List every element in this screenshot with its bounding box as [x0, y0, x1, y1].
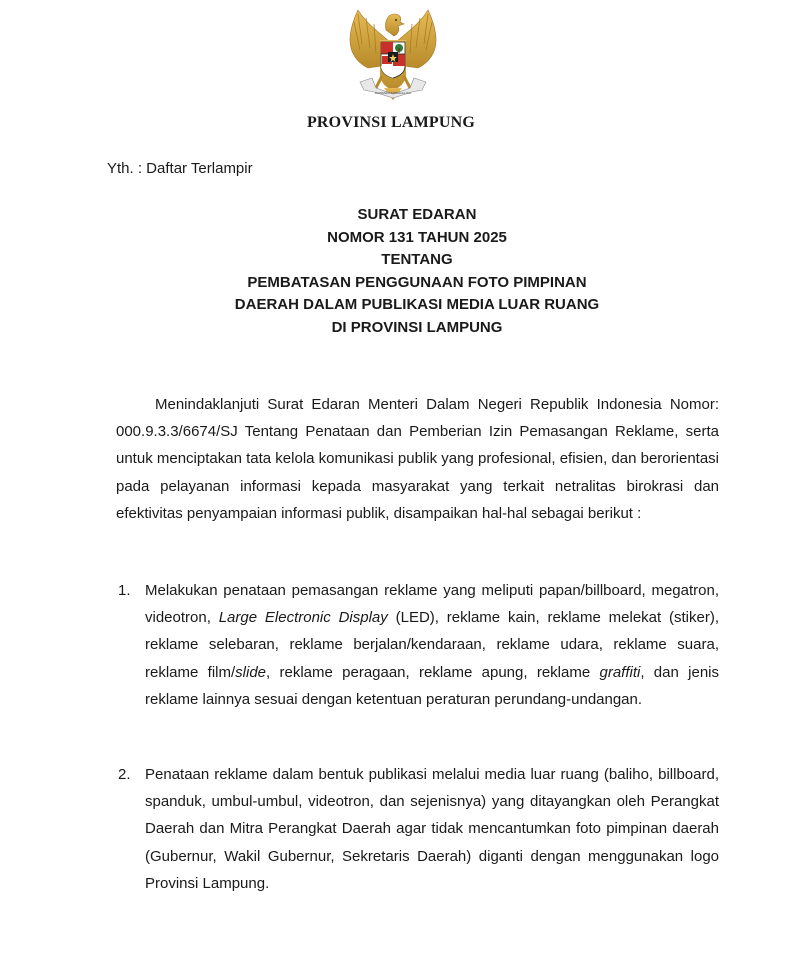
svg-text:BHINNEKA TUNGGAL IKA: BHINNEKA TUNGGAL IKA — [374, 91, 412, 95]
list-item-text — [145, 577, 719, 713]
garuda-pancasila-emblem-icon — [346, 4, 440, 104]
text-segment: , reklame peragaan, reklame apung, reklame — [266, 663, 600, 681]
list-item-text: Penataan reklame dalam bentuk publikasi melalui media luar ruang (baliho, billboard, spanduk, umbul-umbul, videotron, dan sejenisnya) yang ditayangkan oleh Perangkat Daerah dan Mitra Perangkat Daerah agar tidak mencantumkan foto pimpinan daerah (Gubernur, Wakil Gubernur, Sekretaris Daerah) diganti dengan menggunakan logo Provinsi Lampung. — [145, 766, 719, 892]
italic-term: slide — [235, 663, 267, 681]
text-segment: Melakukan penataan pemasangan reklame yang meliputi papan/billboard, megatron, videotron, — [145, 582, 719, 627]
subject-line-2: DAERAH DALAM PUBLIKASI MEDIA LUAR RUANG — [234, 296, 600, 313]
document-number: NOMOR 131 TAHUN 2025 — [327, 228, 507, 246]
intro-paragraph: Menindaklanjuti Surat Edaran Menteri Dalam Negeri Republik Indonesia Nomor: 000.9.3.3/6674/SJ Tentang Penataan dan Pemberian Izin Pemasangan Reklame, serta untuk menciptakan tata kelola komunikasi publik yang profesional, efisien, dan berorientasi pada pelayanan informasi kepada masyarakat yang terkait netralitas birokrasi dan efektivitas penyampaian informasi publik, disampaikan hal-hal sebagai berikut : — [116, 396, 719, 522]
italic-term: graffiti — [599, 663, 641, 681]
document-type: SURAT EDARAN — [357, 206, 477, 223]
subject-line-1: PEMBATASAN PENGGUNAAN FOTO PIMPINAN — [247, 273, 587, 291]
province-heading: PROVINSI LAMPUNG — [306, 114, 476, 131]
text-segment: (LED), reklame kain, reklame melekat (stiker), reklame selebaran, reklame berjalan/kendaraan, reklame udara, reklame suara, reklame film/ — [145, 609, 719, 681]
addressee-line: Yth. : Daftar Terlampir — [107, 160, 253, 177]
list-number: 2. — [118, 766, 131, 783]
list-number: 1. — [118, 582, 131, 599]
subject-label: TENTANG — [381, 251, 453, 268]
text-segment: , dan jenis reklame lainnya sesuai dengan ketentuan peraturan perundang-undangan. — [145, 663, 719, 708]
italic-term: Large Electronic Display — [218, 609, 388, 627]
circular-title-block — [0, 204, 800, 339]
subject-line-3: DI PROVINSI LAMPUNG — [331, 318, 503, 336]
